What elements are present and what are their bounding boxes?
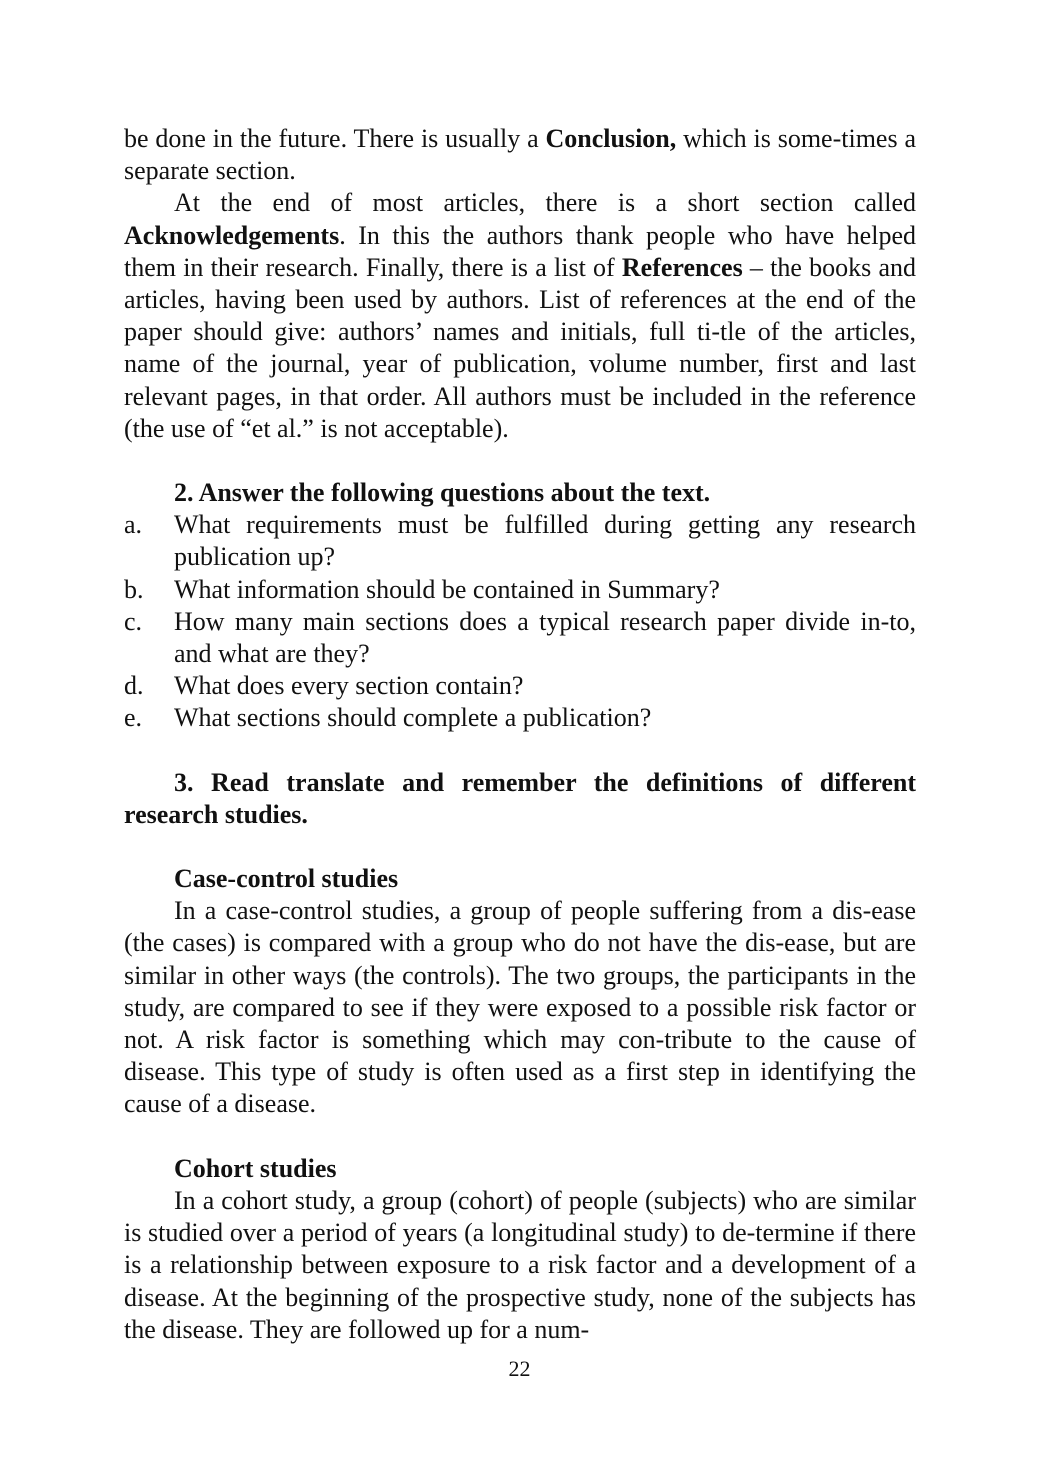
task2-heading: 2. Answer the following questions about the text. <box>174 478 711 508</box>
question-text: What information should be contained in Summary? <box>174 574 720 604</box>
term-conclusion: Conclusion, <box>545 124 677 153</box>
list-marker: c. <box>124 606 143 636</box>
list-marker: e. <box>124 703 143 733</box>
list-item <box>124 606 916 670</box>
case-control-paragraph: In a case-control studies, a group of people suffering from a dis-ease (the cases) is compared with a group who do not have the dis-ease, but are similar in other ways (the controls). The two groups, the participants in the study, are compared to see if they were exposed to a possible risk factor or not. A risk factor is something which may con-tribute to the cause of disease. This type of study is often used as a first step in identifying the cause of a disease. <box>124 896 916 1119</box>
term-references: References <box>621 252 743 282</box>
page-number: 22 <box>508 1356 531 1381</box>
list-item <box>124 574 916 606</box>
spacer <box>124 735 916 767</box>
list-marker: d. <box>124 671 144 701</box>
cohort-paragraph: In a cohort study, a group (cohort) of people (subjects) who are similar is studied over a period of years (a longitudinal study) to de-termine if there is a relationship between exposure to a risk factor and a development of a disease. At the beginning of the prospective study, none of the subjects has the disease. They are followed up for a num- <box>124 1185 916 1344</box>
cohort-heading: Cohort studies <box>174 1153 337 1183</box>
paragraph-conclusion <box>124 123 916 187</box>
case-control-heading: Case-control studies <box>174 864 399 894</box>
paragraph-text: . In this the authors thank people who have helped them in their research. Finally, there is a list of <box>124 220 916 282</box>
question-text: What does every section contain? <box>174 671 524 701</box>
paragraph-text: which is some-times a separate section. <box>124 124 916 186</box>
question-list <box>124 509 916 734</box>
task3-heading: 3. Read translate and remember the definitions of different research studies. <box>124 767 916 829</box>
page-content <box>124 123 916 1346</box>
list-marker: b. <box>124 574 144 604</box>
paragraph-text: – the books and articles, having been used by authors. List of references at the end of the paper should give: authors’ names and initials, full ti-tle of the articles, name of the journal, year of publication, volume number, first and last relevant pages, in that order. All authors must be included in the reference (the use of “et al.” is not acceptable). <box>124 252 916 443</box>
list-item <box>124 702 916 734</box>
list-item <box>124 670 916 702</box>
paragraph-text: At the end of most articles, there is a short section called <box>174 188 916 218</box>
question-text: How many main sections does a typical research paper divide in-to, and what are they? <box>174 606 916 669</box>
question-text: What requirements must be fulfilled during getting any research publication up? <box>174 510 916 572</box>
term-acknowledgements: Acknowledgements <box>124 220 340 250</box>
spacer <box>124 831 916 863</box>
spacer <box>124 1121 916 1153</box>
spacer <box>124 445 916 477</box>
question-text: What sections should complete a publication? <box>174 703 652 733</box>
list-item <box>124 509 916 573</box>
paragraph-acknowledgements <box>124 187 916 445</box>
list-marker: a. <box>124 510 143 540</box>
paragraph-text: be done in the future. There is usually a <box>124 124 546 153</box>
